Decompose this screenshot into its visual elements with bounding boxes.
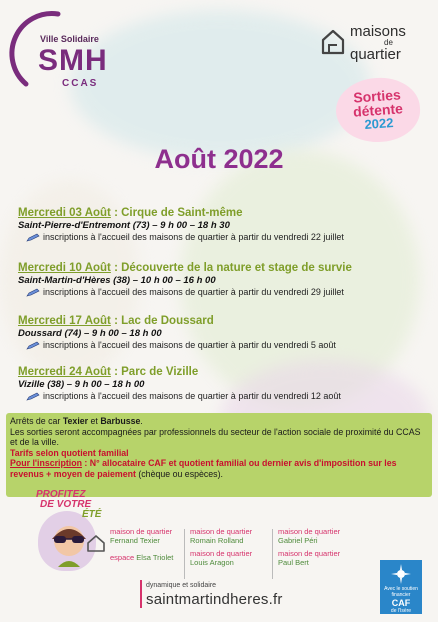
mq-logo-line3: quartier — [350, 46, 401, 63]
maison-name: Romain Rolland — [190, 536, 244, 545]
bus-stops-line — [10, 416, 428, 427]
event-note: inscriptions à l'accueil des maisons de quartier à partir du vendredi 22 juillet — [43, 232, 344, 242]
event-location: Doussard (74) – 9 h 00 – 18 h 00 — [18, 328, 162, 339]
caf-line1: Avec le soutien — [384, 586, 418, 592]
page-title: Août 2022 — [154, 144, 284, 174]
maison-name: Paul Bert — [278, 558, 309, 567]
event-activity: Parc de Vizille — [121, 366, 199, 378]
event-note-row — [18, 391, 428, 401]
maison-prefix: maison de quartier — [190, 549, 253, 558]
maison-cell — [190, 549, 252, 567]
bus-stops-text: Arrêts de car — [10, 416, 63, 426]
bus-stop-texier: Texier — [62, 416, 89, 426]
pencil-icon — [26, 288, 40, 297]
maison-cell — [110, 527, 172, 545]
event-sep: : — [110, 207, 122, 219]
event-item — [18, 207, 428, 242]
maison-prefix: maison de quartier — [190, 527, 253, 536]
maisons-de-quartier-logo — [320, 22, 430, 72]
event-location: Saint-Martin-d'Hères (38) – 10 h 00 – 16 h 00 — [18, 275, 216, 286]
maison-prefix: maison de quartier — [110, 527, 173, 536]
event-item — [18, 315, 428, 350]
caf-region: de l'Isère — [390, 608, 412, 614]
footer-tagline: dynamique et solidaire — [146, 582, 217, 589]
caf-brand: CAF — [391, 598, 411, 608]
badge-line2: détente — [352, 100, 404, 120]
maison-cell — [278, 527, 340, 545]
mq-logo-line1: maisons — [350, 23, 406, 40]
url-accent-bar — [140, 580, 142, 608]
caf-text — [380, 560, 422, 614]
maison-cell — [110, 553, 173, 562]
event-note: inscriptions à l'accueil des maisons de quartier à partir du vendredi 12 août — [43, 391, 341, 401]
registration-text: : N° allocataire CAF et quotient familial ou dernier avis d'imposition sur les revenus + moyen de paiement — [10, 458, 397, 479]
maison-name: Fernand Texier — [110, 536, 160, 545]
pencil-icon — [26, 233, 40, 242]
footer-url-block — [140, 580, 300, 610]
smh-logo — [14, 12, 134, 90]
house-logo-icon — [320, 26, 346, 56]
maison-cell — [278, 549, 340, 567]
maison-prefix: espace — [110, 553, 135, 562]
event-date: Mercredi 17 Août — [18, 315, 111, 327]
event-sep: : — [110, 366, 122, 378]
badge-line1: Sorties — [352, 86, 402, 106]
registration-payment: (chèque ou espèces). — [138, 468, 223, 479]
mq-logo-line2: de — [384, 38, 393, 47]
event-activity: Cirque de Saint-même — [121, 207, 243, 219]
registration-line — [10, 458, 428, 479]
badge-year: 2022 — [363, 114, 394, 132]
maison-name: Louis Aragon — [190, 558, 234, 567]
bus-stop-barbusse: Barbusse — [100, 416, 141, 426]
event-note-row — [18, 287, 428, 297]
event-activity: Découverte de la nature et stage de survie — [121, 262, 352, 274]
divider — [184, 529, 185, 579]
smh-logo-ccas: CCAS — [62, 78, 99, 89]
house-icon — [86, 533, 106, 553]
promo-graphic — [30, 485, 110, 575]
bus-stops-end: . — [140, 416, 143, 426]
event-date: Mercredi 24 Août — [18, 366, 111, 378]
event-item — [18, 262, 428, 297]
event-heading — [18, 262, 428, 274]
maison-cell — [190, 527, 252, 545]
event-date: Mercredi 03 Août — [18, 207, 111, 219]
event-date: Mercredi 10 Août — [18, 262, 111, 274]
event-location: Vizille (38) – 9 h 00 – 18 h 00 — [18, 379, 145, 390]
caf-logo — [380, 560, 422, 614]
promo-line1: PROFITEZ — [36, 489, 86, 500]
pencil-icon — [26, 341, 40, 350]
bus-stops-and: et — [88, 416, 101, 426]
event-location: Saint-Pierre-d'Entremont (73) – 9 h 00 – 18 h 30 — [18, 220, 230, 231]
maison-name: Elsa Triolet — [136, 553, 174, 562]
registration-label: Pour l'inscription — [10, 458, 82, 468]
event-sep: : — [110, 262, 122, 274]
event-heading — [18, 366, 428, 378]
promo-line2: DE VOTRE — [40, 499, 92, 510]
promo-line3: ÉTÉ — [82, 509, 102, 520]
maison-prefix: maison de quartier — [278, 527, 341, 536]
pencil-icon — [26, 392, 40, 401]
event-note: inscriptions à l'accueil des maisons de quartier à partir du vendredi 5 août — [43, 340, 336, 350]
smh-logo-main: SMH — [38, 44, 108, 77]
caf-line2: financier — [391, 592, 411, 598]
event-note: inscriptions à l'accueil des maisons de quartier à partir du vendredi 29 juillet — [43, 287, 344, 297]
maison-prefix: maison de quartier — [278, 549, 341, 558]
event-note-row — [18, 340, 428, 350]
accompaniment-text: Les sorties seront accompagnées par professionnels du secteur de l'action sociale de proximité du CCAS et de la ville. — [10, 426, 421, 447]
event-activity: Lac de Doussard — [121, 315, 214, 327]
pricing-text: Tarifs selon quotient familial — [10, 447, 129, 458]
smh-logo-top: Ville Solidaire — [40, 34, 99, 44]
event-heading — [18, 207, 428, 219]
maison-name: Gabriel Péri — [278, 536, 318, 545]
event-sep: : — [110, 315, 122, 327]
footer-url[interactable]: saintmartindheres.fr — [146, 591, 283, 608]
divider — [272, 529, 273, 579]
event-note-row — [18, 232, 428, 242]
event-item — [18, 366, 428, 401]
maisons-grid — [108, 527, 368, 581]
event-heading — [18, 315, 428, 327]
